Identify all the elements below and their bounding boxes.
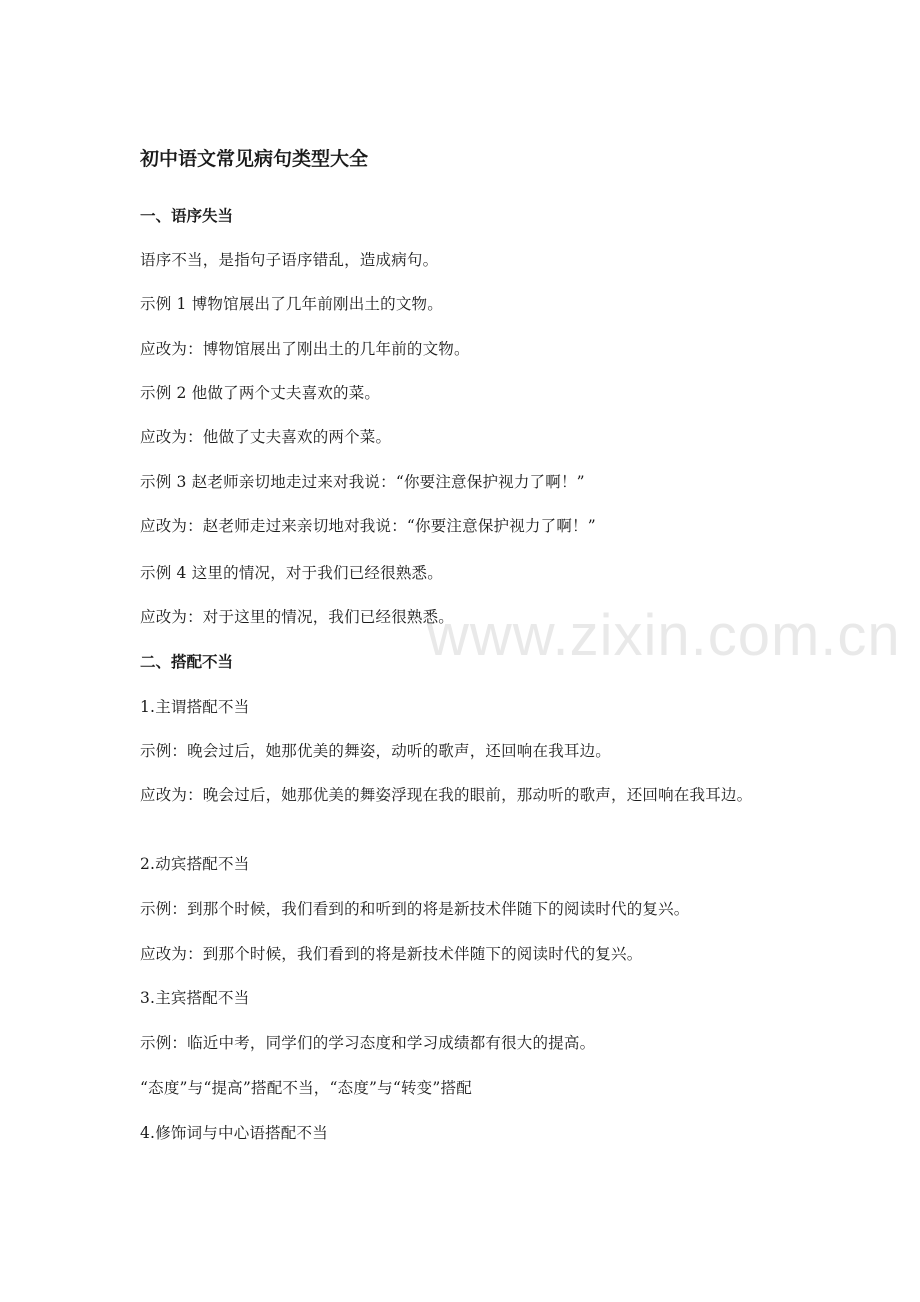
- example-4: 示例 4 这里的情况，对于我们已经很熟悉。: [140, 564, 443, 582]
- note-subject-object: “态度”与“提高”搭配不当，“态度”与“转变”搭配: [140, 1079, 472, 1097]
- correction-1: 应改为：博物馆展出了刚出土的几年前的文物。: [140, 340, 470, 358]
- subheading-subject-predicate: 1.主谓搭配不当: [140, 698, 250, 716]
- example-2: 示例 2 他做了两个丈夫喜欢的菜。: [140, 384, 381, 402]
- correction-3: 应改为：赵老师走过来亲切地对我说：“你要注意保护视力了啊！”: [140, 517, 596, 535]
- section-heading-collocation: 二、搭配不当: [140, 653, 234, 671]
- section-heading-word-order: 一、语序失当: [140, 207, 234, 225]
- subheading-subject-object: 3.主宾搭配不当: [140, 989, 250, 1007]
- subheading-verb-object: 2.动宾搭配不当: [140, 855, 250, 873]
- example-1: 示例 1 博物馆展出了几年前刚出土的文物。: [140, 295, 443, 313]
- example-verb-object: 示例：到那个时候，我们看到的和听到的将是新技术伴随下的阅读时代的复兴。: [140, 900, 690, 918]
- example-3: 示例 3 赵老师亲切地走过来对我说：“你要注意保护视力了啊！”: [140, 473, 585, 491]
- subheading-modifier: 4.修饰词与中心语搭配不当: [140, 1124, 328, 1142]
- watermark: www.zixin.com.cn: [427, 603, 901, 668]
- document-title: 初中语文常见病句类型大全: [140, 148, 369, 170]
- correction-2: 应改为：他做了丈夫喜欢的两个菜。: [140, 428, 392, 446]
- correction-4: 应改为：对于这里的情况，我们已经很熟悉。: [140, 608, 455, 626]
- correction-subject-predicate: 应改为：晚会过后，她那优美的舞姿浮现在我的眼前，那动听的歌声，还回响在我耳边。: [140, 786, 753, 804]
- example-subject-predicate: 示例：晚会过后，她那优美的舞姿，动听的歌声，还回响在我耳边。: [140, 742, 612, 760]
- paragraph-intro: 语序不当，是指句子语序错乱，造成病句。: [140, 251, 439, 269]
- correction-verb-object: 应改为：到那个时候，我们看到的将是新技术伴随下的阅读时代的复兴。: [140, 945, 643, 963]
- example-subject-object: 示例：临近中考，同学们的学习态度和学习成绩都有很大的提高。: [140, 1034, 596, 1052]
